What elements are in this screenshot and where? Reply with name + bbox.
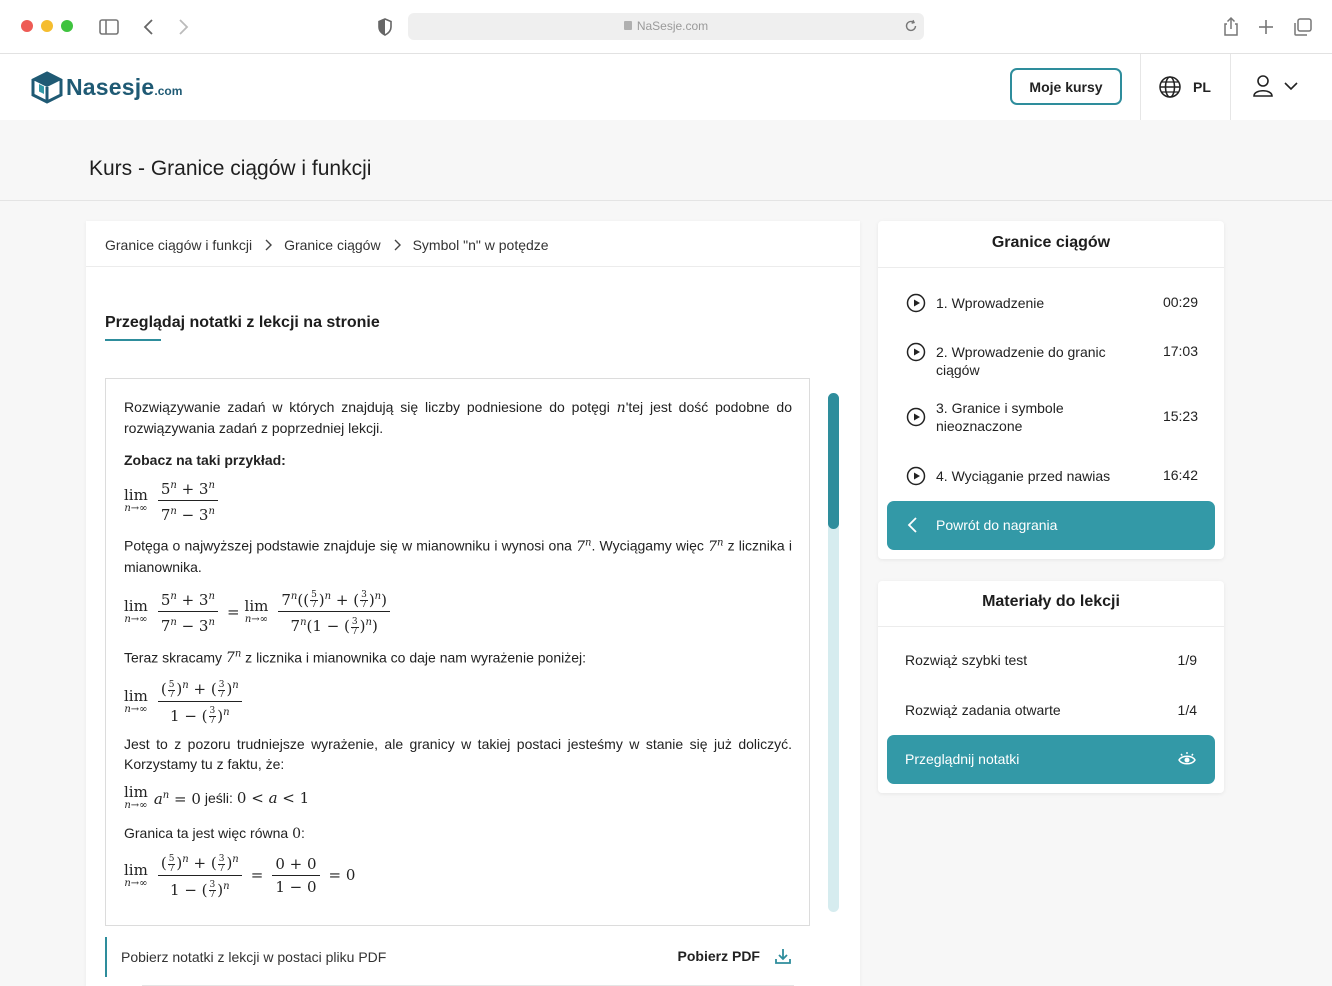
header-divider: [1140, 54, 1141, 120]
forward-icon[interactable]: [172, 16, 194, 38]
material-item-open-tasks[interactable]: [905, 702, 1197, 718]
browser-toolbar: [0, 0, 1332, 54]
example-heading: Zobacz na taki przykład:: [124, 452, 286, 468]
divider: [878, 626, 1224, 627]
download-icon: [774, 947, 792, 965]
material-count: 1/4: [1177, 702, 1197, 718]
breadcrumb-item[interactable]: Granice ciągów: [284, 237, 381, 253]
chevron-down-icon: [1283, 80, 1299, 92]
close-window-button[interactable]: [21, 20, 33, 32]
materials-card-title: Materiały do lekcji: [982, 593, 1120, 610]
header-divider: [1230, 54, 1231, 120]
language-selector[interactable]: [1158, 75, 1211, 99]
material-count: 1/9: [1177, 652, 1197, 668]
globe-icon: [1158, 75, 1182, 99]
user-menu[interactable]: [1252, 74, 1299, 98]
divider: [86, 266, 860, 267]
math-formula: lim n→∞ ( $\frac{5}{7}$ )$^n$ + ( $\frac{3}{7}$ )$^n$ 1 − ( $\frac{3}{7}$ )$^n$: [124, 676, 792, 726]
url-text: NaSesje.com: [636, 19, 709, 33]
sidebar-toggle-icon[interactable]: [98, 16, 120, 38]
lesson-title: 4. Wyciąganie przed nawias: [936, 468, 1111, 484]
download-pdf-button[interactable]: [678, 947, 792, 965]
logo-text: Nasesje: [66, 73, 155, 100]
page-title-bar: [0, 120, 1332, 201]
notes-scrollbar-thumb[interactable]: [828, 393, 839, 529]
pdf-download-row: [105, 937, 810, 977]
breadcrumb-item[interactable]: Symbol "n" w potędze: [412, 237, 549, 253]
back-to-recording-label: Powrót do nagrania: [936, 517, 1058, 533]
user-icon: [1252, 74, 1274, 98]
chevron-right-icon: [393, 239, 401, 251]
math-formula: lim n→∞ $\frac{5^n + 3^n}{7^n - 3^n}$ = lim n→∞ 7$^n$(( $\frac{5}{7}$ )$^n$ + ( $\frac{3}{7}$ )$^n$) $7^n(1$ − ( $\frac{3}{7}$ )$^n$): [124, 587, 792, 637]
section-underline: [105, 339, 161, 341]
notes-paragraph: Jest to z pozoru trudniejsze wyrażenie, ale granicy w takiej postaci jesteśmy w stanie się już doliczyć. Korzystamy tu z faktu, że:: [124, 736, 792, 773]
notes-paragraph: Teraz skracamy 7$^n$ z licznika i mianownika co daje nam wyrażenie poniżej:: [124, 648, 587, 667]
math-formula: lim n→∞ $a^n = 0$ jeśli: 0 < a < 1: [124, 783, 310, 812]
lesson-duration: 15:23: [1162, 408, 1198, 424]
play-icon: [906, 342, 926, 362]
lessons-card: [878, 221, 1224, 559]
maximize-window-button[interactable]: [61, 20, 73, 32]
lesson-duration: 00:29: [1162, 294, 1198, 310]
chevron-right-icon: [264, 239, 272, 251]
math-formula: lim n→∞ ( $\frac{5}{7}$ )$^n$ + ( $\frac{3}{7}$ )$^n$ 1 − ( $\frac{3}{7}$ )$^n$ = $\frac{0 + 0}{1 - 0}$ = 0: [124, 850, 792, 900]
back-to-recording-button[interactable]: [887, 501, 1215, 550]
language-label: PL: [1193, 79, 1211, 95]
back-icon[interactable]: [138, 16, 160, 38]
lock-icon: [624, 21, 632, 30]
lesson-title: 3. Granice i symbole nieoznaczone: [936, 400, 1064, 434]
material-label: Rozwiąż szybki test: [905, 652, 1028, 668]
logo[interactable]: [30, 70, 182, 104]
share-icon[interactable]: [1220, 16, 1242, 38]
play-icon: [906, 293, 926, 313]
pdf-download-text: Pobierz notatki z lekcji w postaci pliku PDF: [121, 949, 387, 965]
play-icon: [906, 407, 926, 427]
breadcrumb-item[interactable]: Granice ciągów i funkcji: [105, 237, 253, 253]
view-notes-label: Przeglądnij notatki: [905, 751, 1020, 767]
eye-icon: [1177, 750, 1197, 768]
page-title: Kurs - Granice ciągów i funkcji: [89, 157, 372, 180]
notes-content-box[interactable]: [105, 378, 810, 926]
download-pdf-label: Pobierz PDF: [677, 948, 760, 964]
material-item-quick-test[interactable]: [905, 652, 1197, 668]
lesson-title: 2. Wprowadzenie do granic ciągów: [936, 344, 1106, 378]
view-notes-button[interactable]: [887, 735, 1215, 784]
logo-cube-icon: [30, 70, 64, 104]
chevron-left-icon: [907, 516, 919, 534]
lesson-title: 1. Wprowadzenie: [936, 295, 1045, 311]
notes-paragraph: Potęga o najwyższej podstawie znajduje się w mianowniku i wynosi ona 7$^n$. Wyciągamy więc 7$^n$ z licznika i mianownika.: [124, 537, 792, 575]
divider: [878, 267, 1224, 268]
breadcrumb: [105, 237, 549, 253]
notes-paragraph: Granica ta jest więc równa 0:: [124, 825, 305, 843]
tabs-overview-icon[interactable]: [1292, 16, 1314, 38]
section-title: Przeglądaj notatki z lekcji na stronie: [105, 314, 380, 331]
notes-text: [124, 397, 792, 900]
minimize-window-button[interactable]: [41, 20, 53, 32]
materials-card: [878, 581, 1224, 793]
play-icon: [906, 466, 926, 486]
lessons-card-title: Granice ciągów: [991, 234, 1111, 251]
logo-suffix: .com: [154, 84, 183, 98]
site-header: [0, 54, 1332, 120]
my-courses-button[interactable]: Moje kursy: [1010, 68, 1122, 105]
material-label: Rozwiąż zadania otwarte: [905, 702, 1061, 718]
shield-icon[interactable]: [374, 16, 396, 38]
math-formula: lim n→∞ $\frac{5^n + 3^n}{7^n - 3^n}$: [124, 476, 792, 525]
notes-paragraph: Rozwiązywanie zadań w których znajdują się liczby podniesione do potęgi n'tej jest dość podobne do rozwiązywania zadań z poprzedniej lekcji.: [124, 399, 793, 436]
lesson-duration: 16:42: [1162, 467, 1198, 483]
reload-icon[interactable]: [904, 19, 918, 33]
lesson-duration: 17:03: [1162, 343, 1198, 359]
address-bar[interactable]: [408, 13, 924, 40]
lesson-notes-panel: [86, 221, 860, 986]
new-tab-icon[interactable]: [1255, 16, 1277, 38]
